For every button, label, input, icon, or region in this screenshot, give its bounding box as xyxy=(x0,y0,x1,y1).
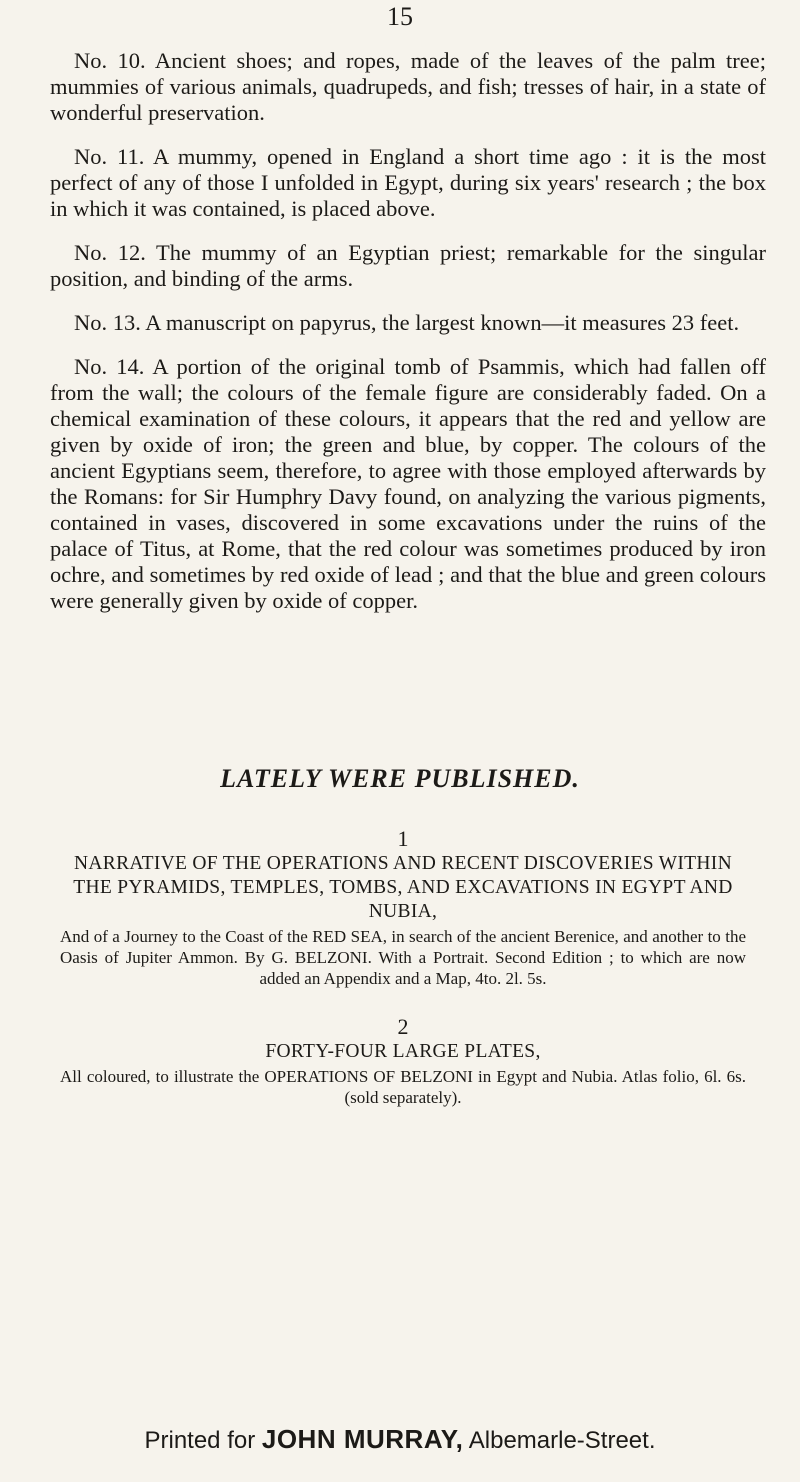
publication-number: 1 xyxy=(397,826,409,851)
publication-description: And of a Journey to the Coast of the RED SEA, in search of the ancient Berenice, and another to the Oasis of Jupiter Ammon. By G. BELZONI. With a Portrait. Second Edition ; to which are now added an Appendix and a Map, 4to. 2l. 5s. xyxy=(60,927,746,988)
section-heading: LATELY WERE PUBLISHED. xyxy=(220,764,580,793)
exhibit-entries xyxy=(50,48,766,632)
page-number: 15 xyxy=(387,2,413,31)
printer-imprint xyxy=(0,1424,800,1455)
entry-no-13: No. 13. A manuscript on papyrus, the largest known—it measures 23 feet. xyxy=(74,310,740,335)
printer-name: JOHN MURRAY, xyxy=(261,1424,464,1454)
printer-prefix: Printed for xyxy=(144,1427,256,1454)
entry-no-10: No. 10. Ancient shoes; and ropes, made of the leaves of the palm tree; mummies of various animals, quadrupeds, and fish; tresses of hair, in a state of wonderful preservation. xyxy=(50,48,766,125)
publication-number: 2 xyxy=(397,1014,409,1039)
entry-no-12: No. 12. The mummy of an Egyptian priest; remarkable for the singular position, and binding of the arms. xyxy=(50,240,766,291)
publication-2 xyxy=(60,1014,746,1108)
publication-title: FORTY-FOUR LARGE PLATES, xyxy=(265,1041,541,1062)
entry-no-14: No. 14. A portion of the original tomb of Psammis, which had fallen off from the wall; the colours of the female figure are considerably faded. On a chemical examination of these colours, it appears that the red and yellow are given by oxide of iron; the green and blue, by copper. The colours of the ancient Egyptians seem, therefore, to agree with those employed afterwards by the Romans: for Sir Humphry Davy found, on analyzing the various pigments, contained in vases, discovered in some excavations under the ruins of the palace of Titus, at Rome, that the red colour was sometimes produced by iron ochre, and sometimes by red oxide of lead ; and that the blue and green colours were generally given by oxide of copper. xyxy=(50,354,766,613)
publication-1 xyxy=(60,826,746,989)
printer-address: Albemarle-Street. xyxy=(468,1427,656,1454)
entry-no-11: No. 11. A mummy, opened in England a short time ago : it is the most perfect of any of those I unfolded in Egypt, during six years' research ; the box in which it was contained, is placed above. xyxy=(50,144,766,221)
publication-description: All coloured, to illustrate the OPERATIONS OF BELZONI in Egypt and Nubia. Atlas folio, 6l. 6s. (sold separately). xyxy=(60,1067,746,1107)
publication-title: NARRATIVE OF THE OPERATIONS AND RECENT DISCOVERIES WITHIN THE PYRAMIDS, TEMPLES, TOMBS, AND EXCAVATIONS IN EGYPT AND NUBIA, xyxy=(73,853,733,922)
